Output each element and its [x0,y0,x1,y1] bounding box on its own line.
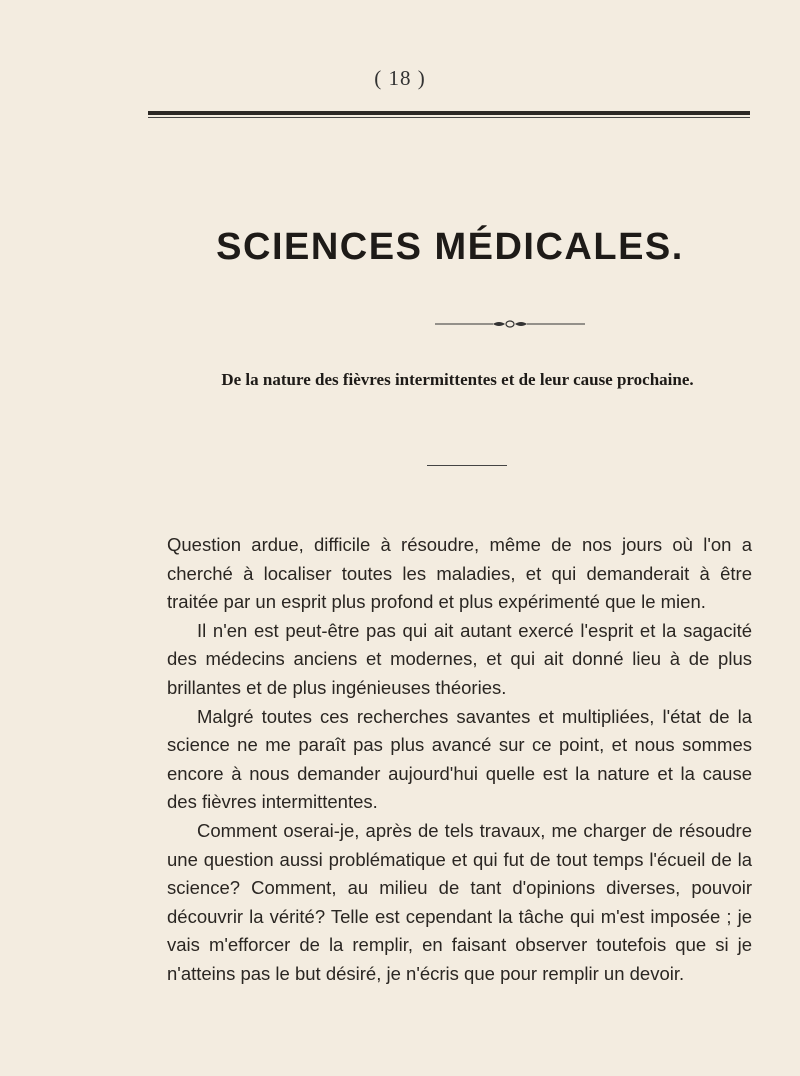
paragraph: Question ardue, difficile à résoudre, même de nos jours où l'on a cherché à localiser toutes les maladies, et qui demanderait à être traitée par un esprit plus profond et plus expérimenté que le mien. [167,534,752,613]
article-subtitle: De la nature des fièvres intermittentes et de leur cause prochaine. [221,370,694,389]
header-rule-thick [148,111,750,115]
body-text [167,531,752,989]
page-number: ( 18 ) [374,66,426,90]
section-title: SCIENCES MÉDICALES. [216,226,684,268]
ornament-divider [435,318,585,330]
paragraph: Il n'en est peut-être pas qui ait autant exercé l'esprit et la sagacité des médecins anciens et modernes, et qui ait donné lieu à de plus brillantes et de plus ingénieuses théories. [167,619,752,698]
header-rule-thin [148,117,750,118]
paragraph: Malgré toutes ces recherches savantes et multipliées, l'état de la science ne me paraît pas plus avancé sur ce point, et nous sommes encore à nous demander aujourd'hui quelle est la nature et la cause des fièvres intermittentes. [167,705,752,813]
short-divider [427,465,507,466]
paragraph: Comment oserai-je, après de tels travaux, me charger de résoudre une question aussi problématique et qui fut de tout temps l'écueil de la science? Comment, au milieu de tant d'opinions diverses, pouvoir découvrir la vérité? Telle est cependant la tâche qui m'est imposée ; je vais m'efforcer de la remplir, en faisant observer toutefois que si je n'atteins pas le but désiré, je n'écris que pour remplir un devoir. [167,819,752,984]
